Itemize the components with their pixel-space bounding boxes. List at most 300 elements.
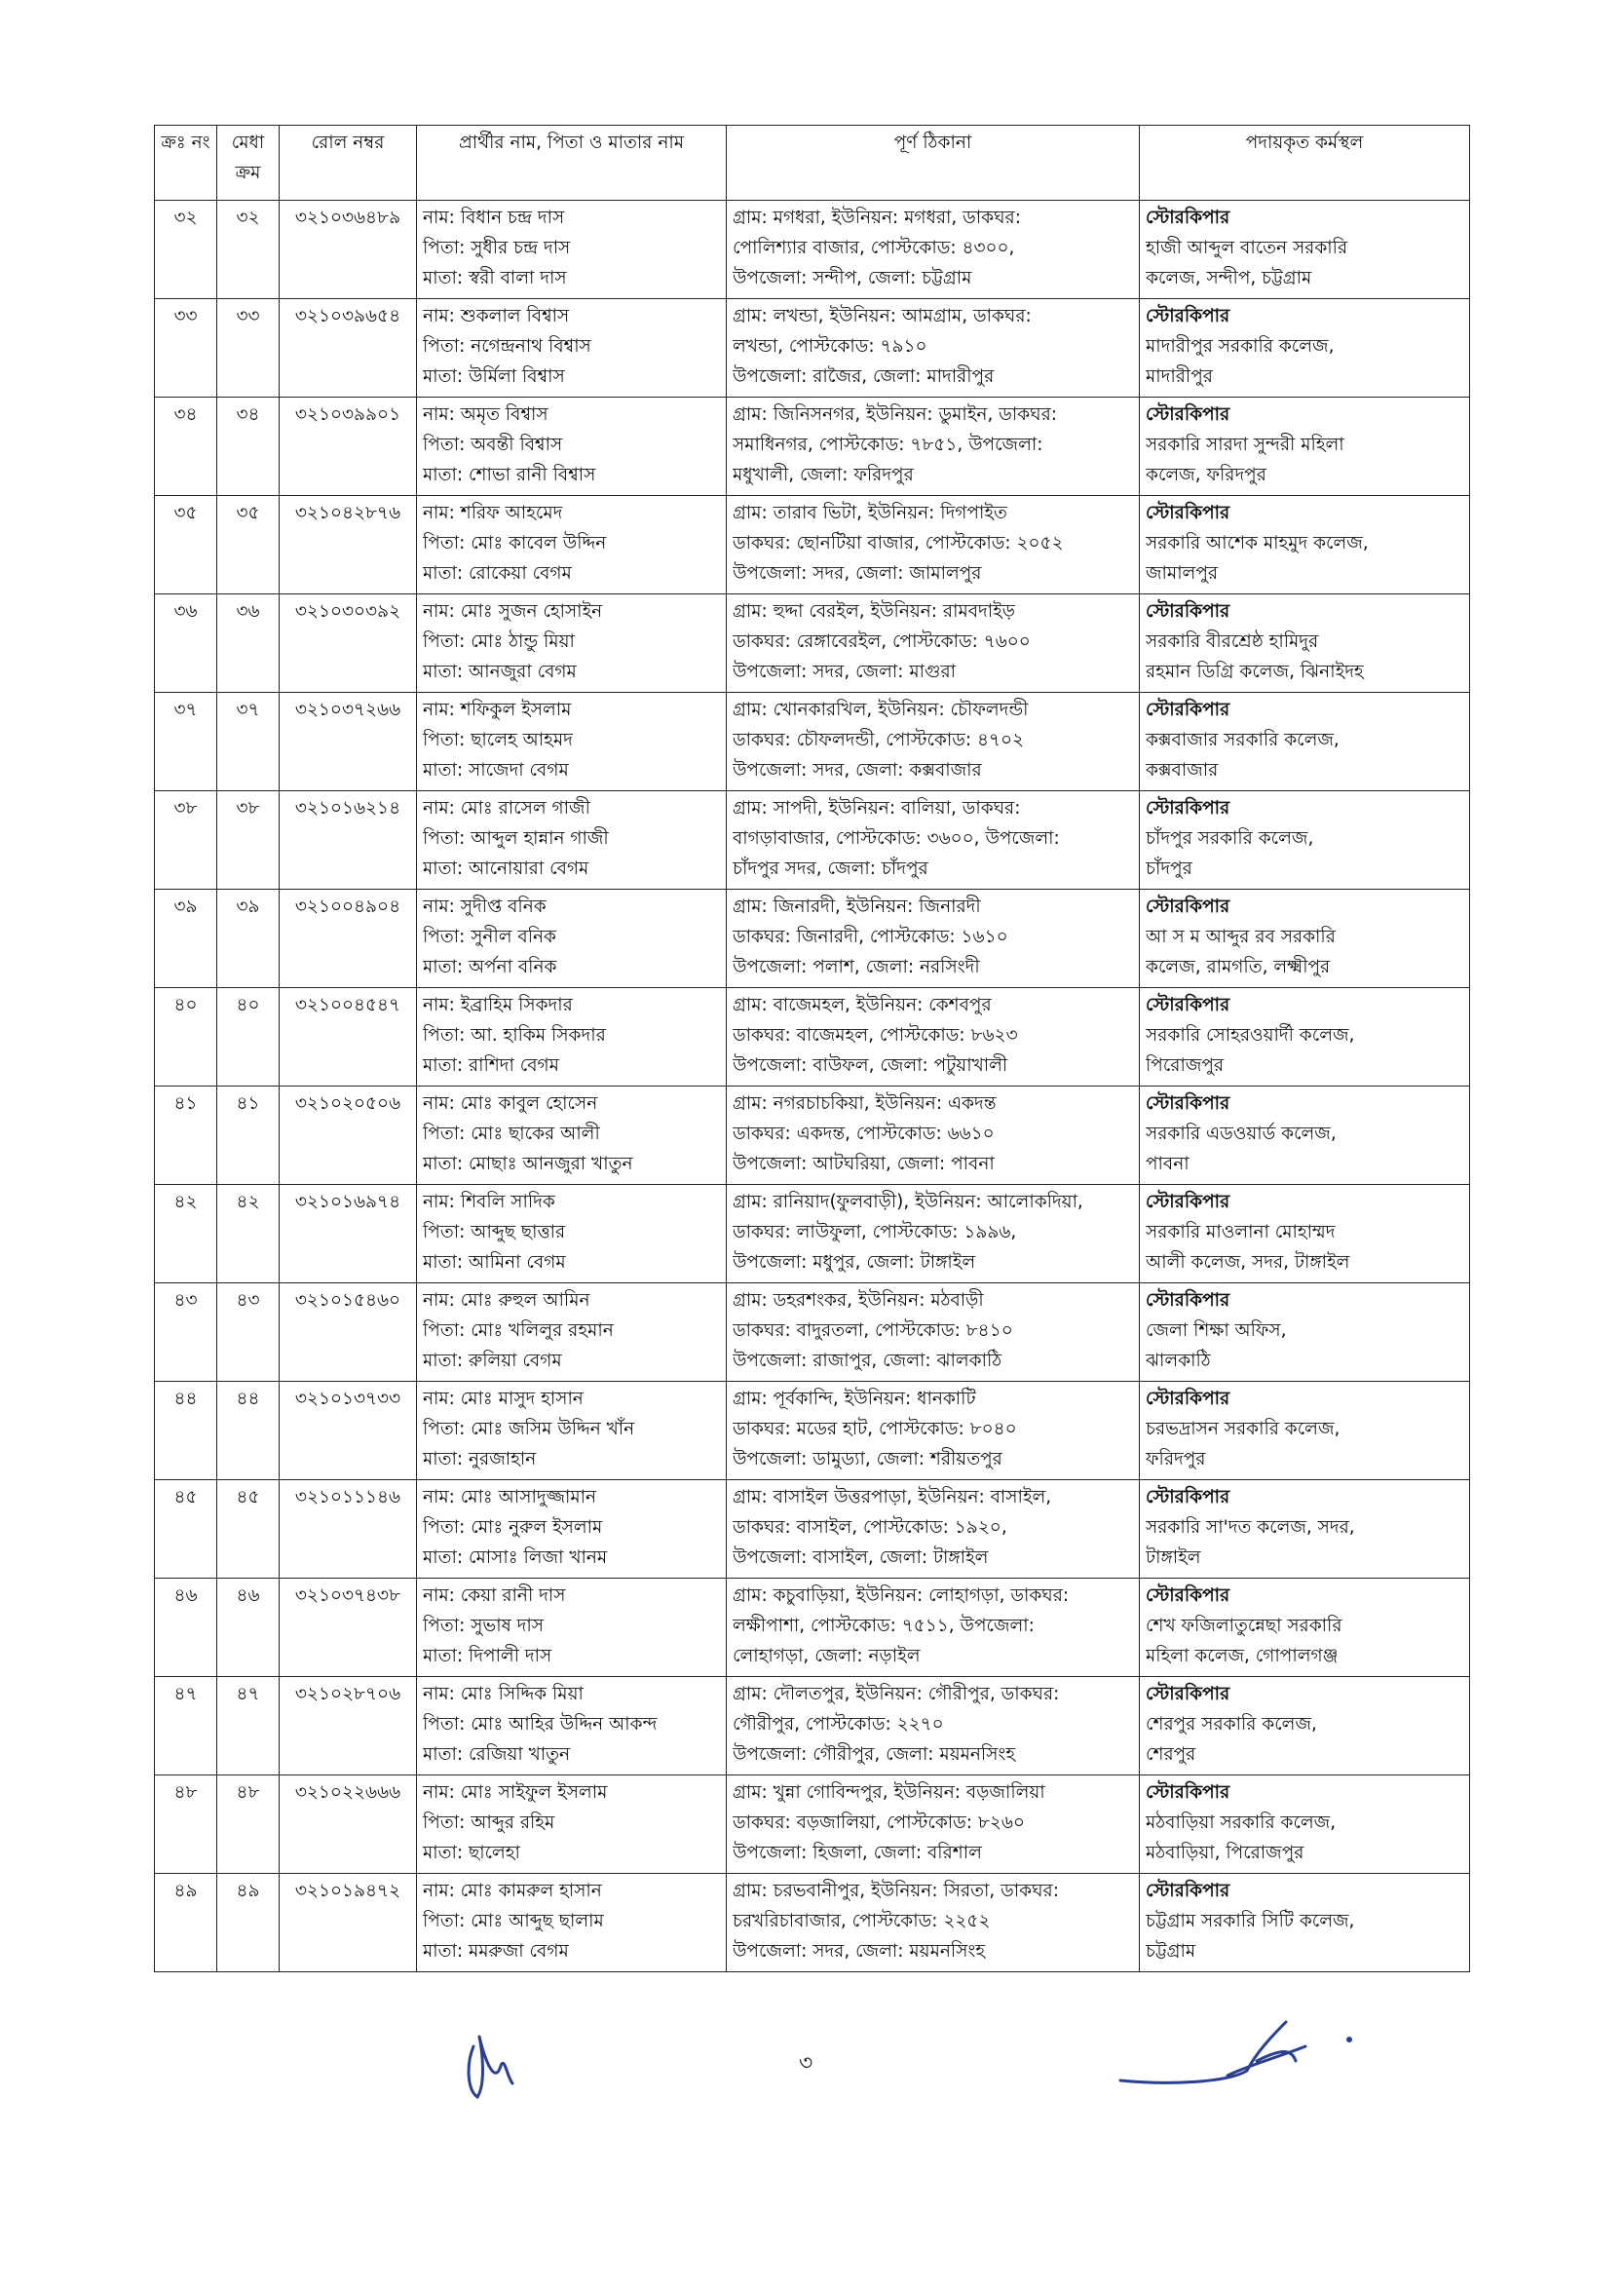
address-line: ডাকঘর: রেঙ্গাবেরইল, পোস্টকোড: ৭৬০০ <box>733 631 1031 652</box>
father-name: পিতা: আব্দুর রহিম <box>423 1812 555 1833</box>
merit-cell <box>217 1775 280 1874</box>
name-cell <box>417 1382 727 1480</box>
address-cell <box>727 693 1140 791</box>
serial-cell <box>155 1579 217 1677</box>
merit-cell <box>217 1283 280 1382</box>
table-row <box>155 1874 1470 1972</box>
address-cell <box>727 1185 1140 1283</box>
workplace-cell <box>1140 201 1470 299</box>
candidate-name: নাম: ইব্রাহিম সিকদার <box>423 995 573 1015</box>
roll-cell <box>280 791 417 890</box>
mother-name: মাতা: আনোয়ারা বেগম <box>423 858 589 879</box>
father-name: পিতা: মোঃ ছাকের আলী <box>423 1124 600 1144</box>
address-line: ডাকঘর: বড়জালিয়া, পোস্টকোড: ৮২৬০ <box>733 1812 1025 1833</box>
serial-cell <box>155 1874 217 1972</box>
address-line: চাঁদপুর সদর, জেলা: চাঁদপুর <box>733 858 928 879</box>
merit-cell <box>217 496 280 594</box>
name-cell <box>417 791 727 890</box>
address-line: ডাকঘর: ছোনটিয়া বাজার, পোস্টকোড: ২০৫২ <box>733 533 1064 553</box>
merit-rank: ৩৭ <box>236 700 260 720</box>
address-line: গ্রাম: সাপদী, ইউনিয়ন: বালিয়া, ডাকঘর: <box>733 798 1021 819</box>
address-line: গ্রাম: হুদ্দা বেরইল, ইউনিয়ন: রামবদাইড় <box>733 601 1015 622</box>
address-line: গ্রাম: বাসাইল উত্তরপাড়া, ইউনিয়ন: বাসাইল, <box>733 1487 1052 1507</box>
roll-number: ৩২১০৩৬৪৮৯ <box>294 208 401 228</box>
address-line: গ্রাম: খুন্না গোবিন্দপুর, ইউনিয়ন: বড়জালিয়া <box>733 1782 1045 1803</box>
post-title: স্টোরকিপার <box>1146 700 1230 720</box>
roll-cell <box>280 1480 417 1579</box>
address-line: উপজেলা: হিজলা, জেলা: বরিশাল <box>733 1843 982 1863</box>
header-roll: রোল নম্বর <box>280 126 417 201</box>
candidate-name: নাম: মোঃ সাইফুল ইসলাম <box>423 1782 608 1803</box>
table-row <box>155 201 1470 299</box>
workplace-line: কলেজ, সন্দীপ, চট্টগ্রাম <box>1146 268 1312 288</box>
name-cell <box>417 1087 727 1185</box>
roll-cell <box>280 1677 417 1775</box>
workplace-cell <box>1140 693 1470 791</box>
workplace-line: মঠবাড়িয়া, পিরোজপুর <box>1146 1843 1304 1863</box>
post-title: স্টোরকিপার <box>1146 1782 1230 1803</box>
address-line: সমাধিনগর, পোস্টকোড: ৭৮৫১, উপজেলা: <box>733 435 1043 455</box>
workplace-line: সরকারি বীরশ্রেষ্ঠ হামিদুর <box>1146 631 1319 652</box>
father-name: পিতা: মোঃ কাবেল উদ্দিন <box>423 533 607 553</box>
roll-cell <box>280 1185 417 1283</box>
candidate-name: নাম: কেয়া রানী দাস <box>423 1585 566 1606</box>
serial-cell <box>155 299 217 398</box>
address-line: উপজেলা: বাউফল, জেলা: পটুয়াখালী <box>733 1055 1008 1076</box>
serial-number: ৩৬ <box>173 601 198 622</box>
father-name: পিতা: মোঃ জসিম উদ্দিন খাঁন <box>423 1419 635 1439</box>
address-cell <box>727 1874 1140 1972</box>
address-cell <box>727 1480 1140 1579</box>
workplace-cell <box>1140 988 1470 1087</box>
merit-rank: ৪৬ <box>236 1585 260 1606</box>
serial-cell <box>155 1480 217 1579</box>
merit-cell <box>217 1087 280 1185</box>
candidate-name: নাম: মোঃ রাসেল গাজী <box>423 798 590 819</box>
address-line: গ্রাম: পূর্বকান্দি, ইউনিয়ন: ধানকাটি <box>733 1389 976 1409</box>
table-body <box>155 201 1470 1972</box>
name-cell <box>417 988 727 1087</box>
serial-number: ৩৫ <box>173 503 198 523</box>
workplace-line: সরকারি আশেক মাহমুদ কলেজ, <box>1146 533 1369 553</box>
workplace-cell <box>1140 1775 1470 1874</box>
workplace-line: ফরিদপুর <box>1146 1449 1206 1469</box>
workplace-line: কলেজ, ফরিদপুর <box>1146 465 1266 485</box>
table-row <box>155 1283 1470 1382</box>
workplace-line: শেখ ফজিলাতুন্নেছা সরকারি <box>1146 1616 1342 1636</box>
merit-cell <box>217 693 280 791</box>
workplace-line: সরকারি সারদা সুন্দরী মহিলা <box>1146 435 1344 455</box>
mother-name: মাতা: আমিনা বেগম <box>423 1252 566 1273</box>
address-line: উপজেলা: সদর, জেলা: মাগুরা <box>733 662 956 682</box>
address-cell <box>727 594 1140 693</box>
address-cell <box>727 299 1140 398</box>
address-line: উপজেলা: গৌরীপুর, জেলা: ময়মনসিংহ <box>733 1744 1016 1765</box>
address-line: গ্রাম: মগধরা, ইউনিয়ন: মগধরা, ডাকঘর: <box>733 208 1021 228</box>
workplace-cell <box>1140 1480 1470 1579</box>
father-name: পিতা: আব্দুছ ছাত্তার <box>423 1222 566 1242</box>
candidate-name: নাম: মোঃ সুজন হোসাইন <box>423 601 603 622</box>
serial-number: ৪০ <box>173 995 198 1015</box>
father-name: পিতা: মোঃ ঠান্ডু মিয়া <box>423 631 575 652</box>
address-line: গ্রাম: নগরচাচকিয়া, ইউনিয়ন: একদন্ত <box>733 1093 997 1114</box>
workplace-line: রহমান ডিগ্রি কলেজ, ঝিনাইদহ <box>1146 662 1364 682</box>
serial-number: ৩৮ <box>173 798 198 819</box>
merit-cell <box>217 988 280 1087</box>
merit-rank: ৪৩ <box>236 1290 260 1311</box>
mother-name: মাতা: মোছাঃ আনজুরা খাতুন <box>423 1154 633 1174</box>
mother-name: মাতা: শোভা রানী বিশ্বাস <box>423 465 596 485</box>
mother-name: মাতা: আনজুরা বেগম <box>423 662 577 682</box>
workplace-line: টাঙ্গাইল <box>1146 1547 1201 1568</box>
serial-number: ৩৩ <box>173 306 198 326</box>
workplace-line: চট্টগ্রাম <box>1146 1941 1196 1962</box>
serial-number: ৪৩ <box>173 1290 198 1311</box>
merit-cell <box>217 1480 280 1579</box>
address-cell <box>727 890 1140 988</box>
father-name: পিতা: সুনীল বনিক <box>423 927 557 947</box>
workplace-line: মাদারীপুর <box>1146 366 1213 387</box>
address-cell <box>727 496 1140 594</box>
mother-name: মাতা: রাশিদা বেগম <box>423 1055 559 1076</box>
serial-cell <box>155 1185 217 1283</box>
candidate-name: নাম: সুদীপ্ত বনিক <box>423 897 547 917</box>
address-line: ডাকঘর: বাজেমহল, পোস্টকোড: ৮৬২৩ <box>733 1025 1018 1046</box>
workplace-cell <box>1140 1382 1470 1480</box>
table-row <box>155 791 1470 890</box>
serial-number: ৩৪ <box>173 404 198 425</box>
address-line: উপজেলা: রাজাপুর, জেলা: ঝালকাঠি <box>733 1351 1002 1371</box>
workplace-line: ঝালকাঠি <box>1146 1351 1211 1371</box>
table-row <box>155 1775 1470 1874</box>
candidate-name: নাম: শরিফ আহমেদ <box>423 503 563 523</box>
address-line: লখন্ডা, পোস্টকোড: ৭৯১০ <box>733 336 927 357</box>
serial-cell <box>155 1775 217 1874</box>
mother-name: মাতা: রুলিয়া বেগম <box>423 1351 562 1371</box>
merit-rank: ৩৮ <box>236 798 260 819</box>
workplace-line: জেলা শিক্ষা অফিস, <box>1146 1320 1287 1341</box>
post-title: স্টোরকিপার <box>1146 1487 1230 1507</box>
address-line: মধুখালী, জেলা: ফরিদপুর <box>733 465 914 485</box>
post-title: স্টোরকিপার <box>1146 306 1230 326</box>
workplace-line: হাজী আব্দুল বাতেন সরকারি <box>1146 238 1348 258</box>
candidate-name: নাম: বিধান চন্দ্র দাস <box>423 208 565 228</box>
address-line: পোলিশ্যার বাজার, পোস্টকোড: ৪৩০০, <box>733 238 1015 258</box>
roll-cell <box>280 1775 417 1874</box>
table-row <box>155 398 1470 496</box>
serial-cell <box>155 594 217 693</box>
merit-rank: ৪২ <box>236 1192 260 1212</box>
name-cell <box>417 1874 727 1972</box>
address-line: উপজেলা: সদর, জেলা: কক্সবাজার <box>733 760 982 781</box>
roll-number: ৩২১০১৫৪৬০ <box>294 1290 401 1311</box>
post-title: স্টোরকিপার <box>1146 897 1230 917</box>
address-line: উপজেলা: আটঘরিয়া, জেলা: পাবনা <box>733 1154 995 1174</box>
post-title: স্টোরকিপার <box>1146 404 1230 425</box>
merit-cell <box>217 890 280 988</box>
merit-cell <box>217 1677 280 1775</box>
mother-name: মাতা: নুরজাহান <box>423 1449 537 1469</box>
serial-number: ৩২ <box>173 208 198 228</box>
candidate-name: নাম: মোঃ কামরুল হাসান <box>423 1881 602 1901</box>
merit-rank: ৩৪ <box>236 404 260 425</box>
address-cell <box>727 1283 1140 1382</box>
name-cell <box>417 299 727 398</box>
table-row <box>155 1382 1470 1480</box>
serial-cell <box>155 988 217 1087</box>
post-title: স্টোরকিপার <box>1146 798 1230 819</box>
father-name: পিতা: নগেন্দ্রনাথ বিশ্বাস <box>423 336 591 357</box>
address-line: গ্রাম: বাজেমহল, ইউনিয়ন: কেশবপুর <box>733 995 992 1015</box>
serial-number: ৪৭ <box>173 1684 198 1704</box>
address-line: গ্রাম: লখন্ডা, ইউনিয়ন: আমগ্রাম, ডাকঘর: <box>733 306 1032 326</box>
address-line: উপজেলা: পলাশ, জেলা: নরসিংদী <box>733 957 980 977</box>
table-row <box>155 1480 1470 1579</box>
merit-cell <box>217 398 280 496</box>
roll-number: ৩২১০৩৯৯০১ <box>294 404 401 425</box>
merit-rank: ৪৪ <box>236 1389 260 1409</box>
serial-cell <box>155 496 217 594</box>
address-line: গ্রাম: জিনারদী, ইউনিয়ন: জিনারদী <box>733 897 981 917</box>
serial-cell <box>155 791 217 890</box>
mother-name: মাতা: অর্পনা বনিক <box>423 957 557 977</box>
address-cell <box>727 1382 1140 1480</box>
mother-name: মাতা: স্বরী বালা দাস <box>423 268 567 288</box>
address-line: গ্রাম: কচুবাড়িয়া, ইউনিয়ন: লোহাগড়া, ডাকঘর: <box>733 1585 1070 1606</box>
header-name: প্রার্থীর নাম, পিতা ও মাতার নাম <box>417 126 727 201</box>
address-cell <box>727 1775 1140 1874</box>
address-line: উপজেলা: সন্দীপ, জেলা: চট্টগ্রাম <box>733 268 972 288</box>
father-name: পিতা: সুধীর চন্দ্র দাস <box>423 238 571 258</box>
candidate-name: নাম: শুকলাল বিশ্বাস <box>423 306 570 326</box>
address-cell <box>727 1579 1140 1677</box>
workplace-line: কলেজ, রামগতি, লক্ষ্মীপুর <box>1146 957 1331 977</box>
merit-rank: ৪১ <box>236 1093 260 1114</box>
serial-number: ৪৯ <box>173 1881 198 1901</box>
workplace-cell <box>1140 791 1470 890</box>
table-row <box>155 890 1470 988</box>
candidate-name: নাম: মোঃ রুহুল আমিন <box>423 1290 590 1311</box>
workplace-line: মহিলা কলেজ, গোপালগঞ্জ <box>1146 1646 1339 1666</box>
father-name: পিতা: মোঃ আব্দুছ ছালাম <box>423 1911 604 1931</box>
roll-cell <box>280 1382 417 1480</box>
merit-rank: ৩৯ <box>236 897 260 917</box>
page-number: ৩ <box>799 2051 813 2076</box>
table-row <box>155 496 1470 594</box>
name-cell <box>417 398 727 496</box>
address-line: লোহাগড়া, জেলা: নড়াইল <box>733 1646 921 1666</box>
address-line: গ্রাম: ডহরশংকর, ইউনিয়ন: মঠবাড়ী <box>733 1290 984 1311</box>
serial-number: ৩৯ <box>173 897 198 917</box>
merit-cell <box>217 1382 280 1480</box>
roll-number: ৩২১০৪২৮৭৬ <box>294 503 401 523</box>
workplace-cell <box>1140 1185 1470 1283</box>
serial-cell <box>155 398 217 496</box>
table-row <box>155 299 1470 398</box>
workplace-line: কক্সবাজার সরকারি কলেজ, <box>1146 730 1340 750</box>
workplace-cell <box>1140 1677 1470 1775</box>
workplace-line: শেরপুর <box>1146 1744 1196 1765</box>
name-cell <box>417 1775 727 1874</box>
workplace-line: পাবনা <box>1146 1154 1190 1174</box>
address-line: গ্রাম: রানিয়াদ(ফুলবাড়ী), ইউনিয়ন: আলোকদিয়া, <box>733 1192 1083 1212</box>
roll-cell <box>280 496 417 594</box>
roll-number: ৩২১০৩০৩৯২ <box>294 601 401 622</box>
workplace-cell <box>1140 1874 1470 1972</box>
mother-name: মাতা: সাজেদা বেগম <box>423 760 569 781</box>
father-name: পিতা: অবন্তী বিশ্বাস <box>423 435 563 455</box>
post-title: স্টোরকিপার <box>1146 1389 1230 1409</box>
serial-cell <box>155 1677 217 1775</box>
name-cell <box>417 496 727 594</box>
serial-cell <box>155 693 217 791</box>
signature-left <box>456 2007 534 2105</box>
address-cell <box>727 988 1140 1087</box>
workplace-line: কক্সবাজার <box>1146 760 1219 781</box>
header-workplace: পদায়কৃত কর্মস্থল <box>1140 126 1470 201</box>
candidate-name: নাম: অমৃত বিশ্বাস <box>423 404 548 425</box>
table-row <box>155 1087 1470 1185</box>
address-line: ডাকঘর: লাউফুলা, পোস্টকোড: ১৯৯৬, <box>733 1222 1017 1242</box>
workplace-line: সরকারি এডওয়ার্ড কলেজ, <box>1146 1124 1337 1144</box>
address-line: বাগড়াবাজার, পোস্টকোড: ৩৬০০, উপজেলা: <box>733 828 1060 849</box>
post-title: স্টোরকিপার <box>1146 503 1230 523</box>
serial-number: ৪৬ <box>173 1585 198 1606</box>
workplace-line: চাঁদপুর সরকারি কলেজ, <box>1146 828 1314 849</box>
roll-number: ৩২১০০৪৯০৪ <box>294 897 401 917</box>
roll-number: ৩২১০১১১৪৬ <box>294 1487 401 1507</box>
post-title: স্টোরকিপার <box>1146 1881 1230 1901</box>
table-row <box>155 1677 1470 1775</box>
serial-number: ৪১ <box>173 1093 198 1114</box>
merit-cell <box>217 1874 280 1972</box>
roll-cell <box>280 1283 417 1382</box>
serial-cell <box>155 1283 217 1382</box>
workplace-line: সরকারি মাওলানা মোহাম্মদ <box>1146 1222 1336 1242</box>
serial-number: ৪৪ <box>173 1389 198 1409</box>
address-line: উপজেলা: সদর, জেলা: ময়মনসিংহ <box>733 1941 986 1962</box>
address-cell <box>727 1087 1140 1185</box>
name-cell <box>417 1579 727 1677</box>
name-cell <box>417 201 727 299</box>
roll-number: ৩২১০৩৭৪৩৮ <box>294 1585 401 1606</box>
roll-number: ৩২১০২০৫০৬ <box>294 1093 401 1114</box>
serial-number: ৪২ <box>173 1192 198 1212</box>
merit-rank: ৩৫ <box>236 503 260 523</box>
workplace-line: সরকারি সোহরওয়ার্দী কলেজ, <box>1146 1025 1355 1046</box>
header-address: পূর্ণ ঠিকানা <box>727 126 1140 201</box>
address-line: উপজেলা: বাসাইল, জেলা: টাঙ্গাইল <box>733 1547 989 1568</box>
roll-cell <box>280 201 417 299</box>
address-line: ডাকঘর: মডের হাট, পোস্টকোড: ৮০৪০ <box>733 1419 1017 1439</box>
merit-cell <box>217 1579 280 1677</box>
mother-name: মাতা: মমরুজা বেগম <box>423 1941 569 1962</box>
roll-cell <box>280 693 417 791</box>
merit-rank: ৩৬ <box>236 601 260 622</box>
candidate-table <box>154 125 1470 1972</box>
address-line: ডাকঘর: একদন্ত, পোস্টকোড: ৬৬১০ <box>733 1124 995 1144</box>
merit-rank: ৩২ <box>236 208 260 228</box>
header-merit: মেধা ক্রম <box>217 126 280 201</box>
roll-cell <box>280 988 417 1087</box>
name-cell <box>417 890 727 988</box>
workplace-line: চট্টগ্রাম সরকারি সিটি কলেজ, <box>1146 1911 1355 1931</box>
address-line: উপজেলা: ডামুড্যা, জেলা: শরীয়তপুর <box>733 1449 1002 1469</box>
address-line: গ্রাম: জিনিসনগর, ইউনিয়ন: ডুমাইন, ডাকঘর: <box>733 404 1057 425</box>
name-cell <box>417 693 727 791</box>
address-line: উপজেলা: সদর, জেলা: জামালপুর <box>733 563 982 584</box>
workplace-line: সরকারি সা'দত কলেজ, সদর, <box>1146 1517 1355 1538</box>
workplace-line: শেরপুর সরকারি কলেজ, <box>1146 1714 1317 1735</box>
candidate-name: নাম: মোঃ মাসুদ হাসান <box>423 1389 584 1409</box>
workplace-cell <box>1140 398 1470 496</box>
address-cell <box>727 201 1140 299</box>
father-name: পিতা: আব্দুল হান্নান গাজী <box>423 828 609 849</box>
merit-rank: ৪০ <box>236 995 260 1015</box>
name-cell <box>417 1283 727 1382</box>
roll-number: ৩২১০২৮৭০৬ <box>294 1684 401 1704</box>
table-header-row <box>155 126 1470 201</box>
address-line: গ্রাম: খোনকারখিল, ইউনিয়ন: চৌফলদন্ডী <box>733 700 1029 720</box>
table-row <box>155 988 1470 1087</box>
mother-name: মাতা: মোসাঃ লিজা খানম <box>423 1547 608 1568</box>
roll-number: ৩২১০০৪৫৪৭ <box>294 995 401 1015</box>
roll-number: ৩২১০১৩৭৩৩ <box>294 1389 401 1409</box>
post-title: স্টোরকিপার <box>1146 601 1230 622</box>
table-row <box>155 594 1470 693</box>
roll-cell <box>280 398 417 496</box>
roll-cell <box>280 890 417 988</box>
mother-name: মাতা: ছালেহা <box>423 1843 520 1863</box>
workplace-cell <box>1140 1579 1470 1677</box>
roll-number: ৩২১০১৬২১৪ <box>294 798 401 819</box>
address-line: উপজেলা: রাজৈর, জেলা: মাদারীপুর <box>733 366 995 387</box>
workplace-cell <box>1140 1087 1470 1185</box>
serial-number: ৪৮ <box>173 1782 198 1803</box>
post-title: স্টোরকিপার <box>1146 1093 1230 1114</box>
name-cell <box>417 1185 727 1283</box>
workplace-cell <box>1140 299 1470 398</box>
post-title: স্টোরকিপার <box>1146 995 1230 1015</box>
address-line: গ্রাম: দৌলতপুর, ইউনিয়ন: গৌরীপুর, ডাকঘর: <box>733 1684 1060 1704</box>
serial-cell <box>155 1087 217 1185</box>
father-name: পিতা: আ. হাকিম সিকদার <box>423 1025 606 1046</box>
address-line: ডাকঘর: জিনারদী, পোস্টকোড: ১৬১০ <box>733 927 1008 947</box>
mother-name: মাতা: রেজিয়া খাতুন <box>423 1744 571 1765</box>
workplace-cell <box>1140 890 1470 988</box>
candidate-name: নাম: মোঃ সিদ্দিক মিয়া <box>423 1684 584 1704</box>
merit-cell <box>217 791 280 890</box>
merit-rank: ৩৩ <box>236 306 260 326</box>
address-line: ডাকঘর: চৌফলদন্ডী, পোস্টকোড: ৪৭০২ <box>733 730 1025 750</box>
address-line: গ্রাম: তারাব ভিটা, ইউনিয়ন: দিগপাইত <box>733 503 1007 523</box>
candidate-name: নাম: শিবলি সাদিক <box>423 1192 555 1212</box>
father-name: পিতা: সুভাষ দাস <box>423 1616 544 1636</box>
workplace-line: জামালপুর <box>1146 563 1219 584</box>
roll-cell <box>280 1579 417 1677</box>
merit-rank: ৪৫ <box>236 1487 260 1507</box>
address-line: গৌরীপুর, পোস্টকোড: ২২৭০ <box>733 1714 944 1735</box>
roll-number: ৩২১০২২৬৬৬ <box>294 1782 401 1803</box>
address-line: চরখরিচাবাজার, পোস্টকোড: ২২৫২ <box>733 1911 991 1931</box>
serial-number: ৪৫ <box>173 1487 198 1507</box>
address-line: উপজেলা: মধুপুর, জেলা: টাঙ্গাইল <box>733 1252 976 1273</box>
roll-number: ৩২১০৩৯৬৫৪ <box>294 306 401 326</box>
mother-name: মাতা: উর্মিলা বিশ্বাস <box>423 366 565 387</box>
roll-cell <box>280 1874 417 1972</box>
mother-name: মাতা: দিপালী দাস <box>423 1646 552 1666</box>
merit-cell <box>217 201 280 299</box>
